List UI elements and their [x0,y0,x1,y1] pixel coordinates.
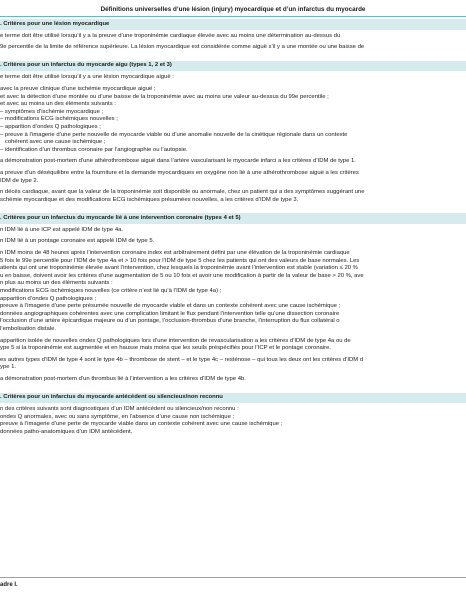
caption: adre I. [0,582,18,588]
paragraph: et avec au moins un des éléments suivants : [0,101,116,108]
paragraph: a preuve d’un déséquilibre entre la fourniture et la demande myocardiques en oxygène non lié à une athérothrombose aiguë a les critères [0,169,359,176]
paragraph: 5 fois le 99e percentile pour l’IDM de type 4a et > 10 fois pour l’IDM de type 5 chez les patients qui ont des valeurs de base normales. Les [0,257,360,264]
paragraph: n IDM moins de 48 heures après l’intervention coronaire index est arbitrairement défini par une élévation de la troponinémie cardiaque [0,250,350,257]
paragraph: n IDM lié à un pontage coronaire est appelé IDM de type 5. [0,238,155,245]
paragraph: e terme doit être utilisé lorsqu’il y a la preuve d’une troponinémie cardiaque élevée avec au moins une détermination au-dessus du [0,32,341,39]
paragraph: n des critères suivants sont diagnostiques d’un IDM antécédent ou silencieux/non reconnu : [0,406,239,413]
paragraph: IDM de type 2. [0,177,39,184]
paragraph: avec la preuve clinique d’une ischémie myocardique aiguë ; [0,85,156,92]
list-item: données angiographiques cohérentes avec une complication limitant le flux pendant l’intervention telle qu’une dissection coronaire [0,310,340,317]
list-item: – apparition d’ondes Q pathologiques ; [0,123,101,130]
section-heading-lesion: . Critères pour une lésion myocardique [0,19,466,30]
paragraph: es autres types d’IDM de type 4 sont le type 4b – thrombose de stent – et le type 4c – resténose – qui tous les deux ont les critères d’IDM d [0,356,364,363]
paragraph: apparition isolée de nouvelles ondes Q pathologiques lors d’une intervention de revascularisation a les critères d’IDM de type 4a ou de [0,337,351,344]
table-body [0,19,466,441]
list-item: cohérent avec une cause ischémique ; [0,139,106,146]
section-heading-idm-intervention: . Critères pour un infarctus du myocarde lié à une intervention coronaire (types 4 et 5) [0,213,466,224]
paragraph: n décès cardiaque, avant que la valeur de la troponinémie soit disponible ou anormale, chez un patient qui a des symptômes suggérant une [0,189,365,196]
list-item: preuve à l’imagerie d’une perte présumée nouvelle de myocarde viable et dans un contexte cohérent avec une cause ischémique ; [0,303,341,310]
list-item: – identification d’un thrombus coronaire par l’angiographie ou l’autopsie. [0,146,188,153]
table-title: Définitions universelles d’une lésion (injury) myocardique et d’un infarctus du myocarde [100,6,366,13]
section-heading-idm-anterieur: . Critères pour un infarctus du myocarde antécédent ou silencieux/non reconnu [0,393,466,404]
paragraph: n plus au moins un des éléments suivants : [0,280,113,287]
list-item: l’embolisation distale. [0,326,56,332]
list-item: – preuve à l’imagerie d’une perte nouvelle de myocarde viable ou d’une anomalie nouvelle de la cinétique régionale dans un contexte [0,131,348,138]
list-item: l’occlusion d’une artère épicardique majeure ou d’un pontage, l’occlusion-thrombus d’une branche, l’interruption du flux collatéral o [0,318,340,325]
paragraph: ype 1. [0,364,17,371]
list-item: ondes Q anormales, avec ou sans symptôme, en l’absence d’une cause non ischémique ; [0,413,235,420]
paragraph: a démonstration post-mortem d’une athérothrombose aiguë dans l’artère vascularisant le myocarde infarci a les critères d’IDM de type 1. [0,158,356,165]
list-item: – symptômes d’ischémie myocardique ; [0,108,104,115]
list-item: apparition d’ondes Q pathologiques ; [0,295,96,302]
bottom-rule [0,577,466,578]
list-item: données patho-anatomiques d’un IDM antécédent. [0,428,133,435]
list-item: preuve à l’imagerie d’une perte de myocarde viable dans un contexte cohérent avec une cause ischémique ; [0,421,283,428]
list-item: modifications ECG ischémiques nouvelles (ce critère n’est lié qu’à l’IDM de type 4a) ; [0,288,222,295]
paragraph: schémie myocardique et des modifications ECG ischémiques présumées nouvelles, a les critères d’IDM de type 3. [0,196,299,203]
paragraph: n IDM lié à une ICP est appelé IDM de type 4a. [0,226,124,233]
paragraph: u en baisse, doivent avoir les critères d’une augmentation de 5 ou 10 fois et avoir une modification à partir de la valeur de base > 20 %, ave [0,272,364,279]
paragraph: 9e percentile de la limite de référence supérieure. La lésion myocardique est considérée comme aiguë s’il y a une montée ou une baisse de [0,44,365,51]
list-item: – modifications ECG ischémiques nouvelles ; [0,116,118,123]
paragraph: et avec la détection d’une montée ou d’une baisse de la troponinémie avec au moins une valeur au-dessus du 99e percentile ; [0,93,329,100]
paragraph: e terme doit être utilisé lorsqu’il y a une lésion myocardique aiguë : [0,74,174,81]
paragraph: atients qui ont une troponinémie élevée avant l’intervention, chez lesquels la troponinémie avant l’intervention est stable (variation ≤ 20 % [0,265,358,272]
section-heading-idm-aigu: . Critères pour un infarctus du myocarde aigu (types 1, 2 et 3) [0,61,466,72]
paragraph: a démonstration post-mortem d’un thrombus lié à l’intervention a les critères d’IDM de type 4b. [0,375,246,382]
top-rule [0,16,466,17]
paragraph: ype 5 si la troponinémie est augmentée et en hausse mais moins que les seuils préspécifiés pour l’ICP et le pontage coronaire. [0,345,331,352]
